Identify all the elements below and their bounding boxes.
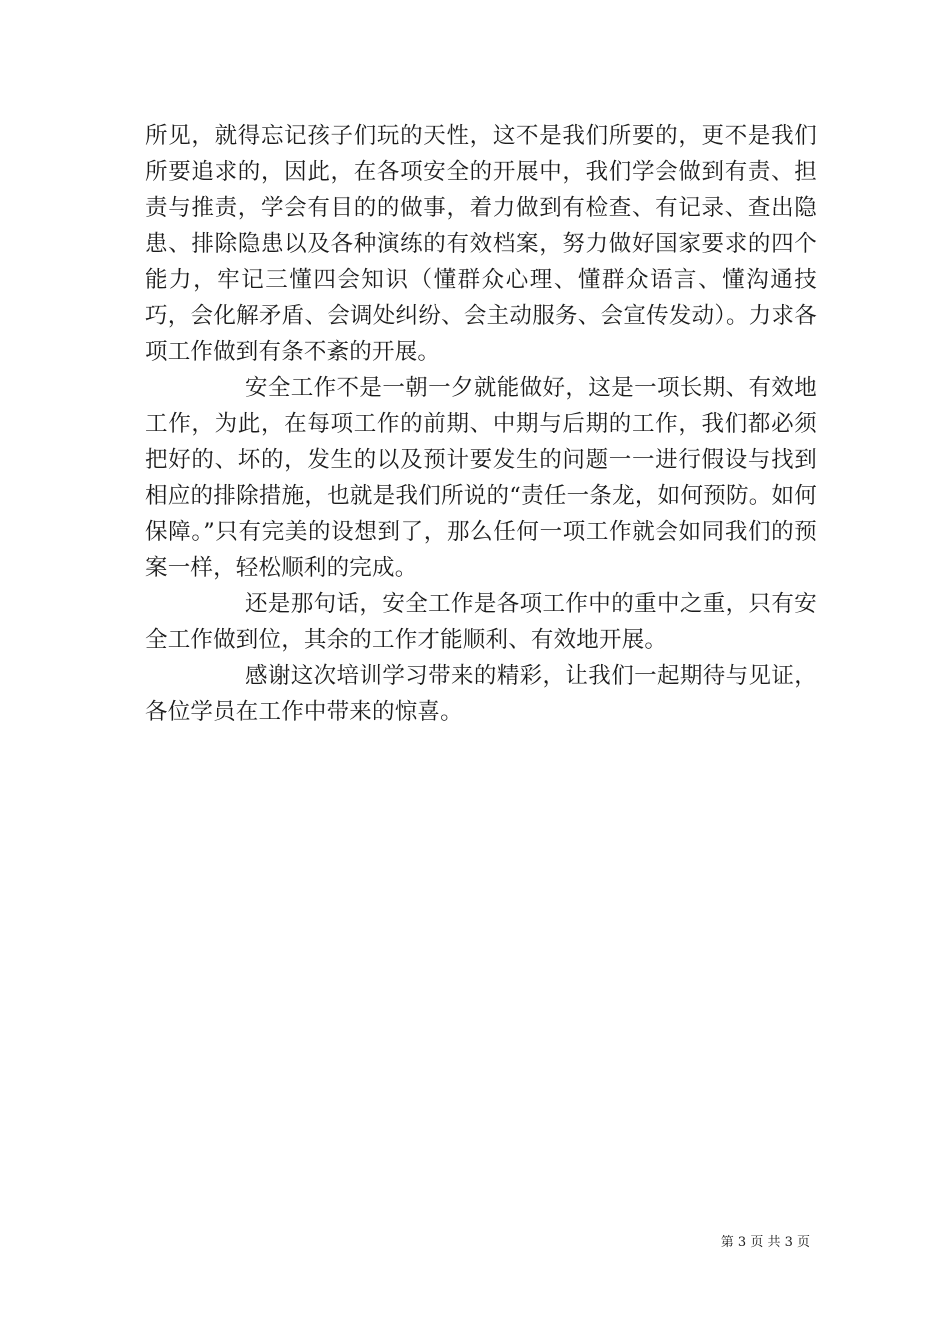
paragraph-continuation: 所见，就得忘记孩子们玩的天性，这不是我们所要的，更不是我们所要追求的，因此，在各项安全的开展中，我们学会做到有责、担责与推责，学会有目的的做事，着力做到有检查、有记录、查出隐患、排除隐患以及各种演练的有效档案，努力做好国家要求的四个能力，牢记三懂四会知识（懂群众心理、懂群众语言、懂沟通技巧，会化解矛盾、会调处纠纷、会主动服务、会宣传发动）。力求各项工作做到有条不紊的开展。 [145, 123, 817, 365]
paragraph-planning: 安全工作不是一朝一夕就能做好，这是一项长期、有效地工作，为此，在每项工作的前期、中期与后期的工作，我们都必须把好的、坏的，发生的以及预计要发生的问题一一进行假设与找到相应的排除措施，也就是我们所说的“责任一条龙，如何预防。如何保障。”只有完美的设想到了，那么任何一项工作就会如同我们的预案一样，轻松顺利的完成。 [145, 375, 817, 581]
document-body [145, 118, 817, 730]
paragraph-thanks: 感谢这次培训学习带来的精彩，让我们一起期待与见证，各位学员在工作中带来的惊喜。 [145, 663, 817, 725]
paragraph-priority: 还是那句话，安全工作是各项工作中的重中之重，只有安全工作做到位，其余的工作才能顺利、有效地开展。 [145, 591, 817, 653]
page-number: 第 3 页 共 3 页 [720, 1235, 810, 1250]
